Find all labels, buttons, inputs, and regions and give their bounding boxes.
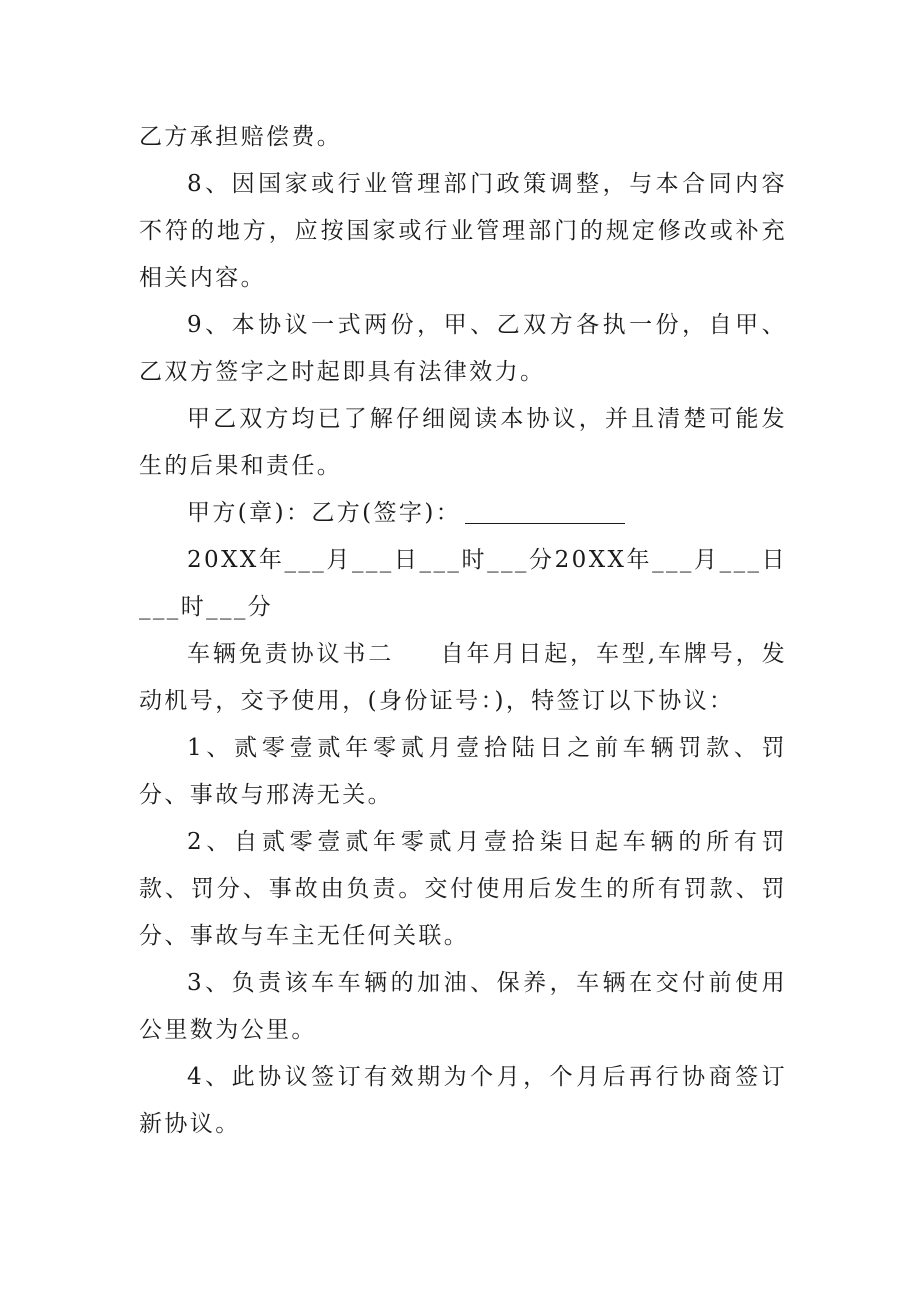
agreement-two-intro <box>139 631 787 725</box>
agreement-two-preamble: 自年月日起，车型,车牌号，发动机号，交予使用，(身份证号：)，特签订以下协议： <box>139 641 787 714</box>
document-body <box>139 114 787 1148</box>
paragraph-acknowledgement: 甲乙双方均已了解仔细阅读本协议，并且清楚可能发生的后果和责任。 <box>139 406 787 479</box>
paragraph-clause-2: 2、自贰零壹贰年零贰月壹拾柒日起车辆的所有罚款、罚分、事故由负责。交付使用后发生的所有罚款、罚分、事故与车主无任何关联。 <box>139 829 787 949</box>
signature-blank <box>465 501 625 524</box>
agreement-two-title: 车辆免责协议书二 <box>187 641 395 667</box>
signature-label: 甲方(章)：乙方(签字)： <box>187 500 462 526</box>
paragraph-clause-8: 8、因国家或行业管理部门政策调整，与本合同内容不符的地方，应按国家或行业管理部门的规定修改或补充相关内容。 <box>139 171 787 291</box>
paragraph-clause-1: 1、贰零壹贰年零贰月壹拾陆日之前车辆罚款、罚分、事故与邢涛无关。 <box>139 735 787 808</box>
paragraph-clause-9: 9、本协议一式两份，甲、乙双方各执一份，自甲、乙双方签字之时起即具有法律效力。 <box>139 312 787 385</box>
paragraph-compensation: 乙方承担赔偿费。 <box>139 124 343 150</box>
date-line: 20XX年___月___日___时___分20XX年___月___日___时___分 <box>139 547 787 620</box>
paragraph-clause-4: 4、此协议签订有效期为个月，个月后再行协商签订新协议。 <box>139 1064 787 1137</box>
paragraph-clause-3: 3、负责该车车辆的加油、保养，车辆在交付前使用公里数为公里。 <box>139 970 787 1043</box>
signature-line <box>139 490 787 537</box>
